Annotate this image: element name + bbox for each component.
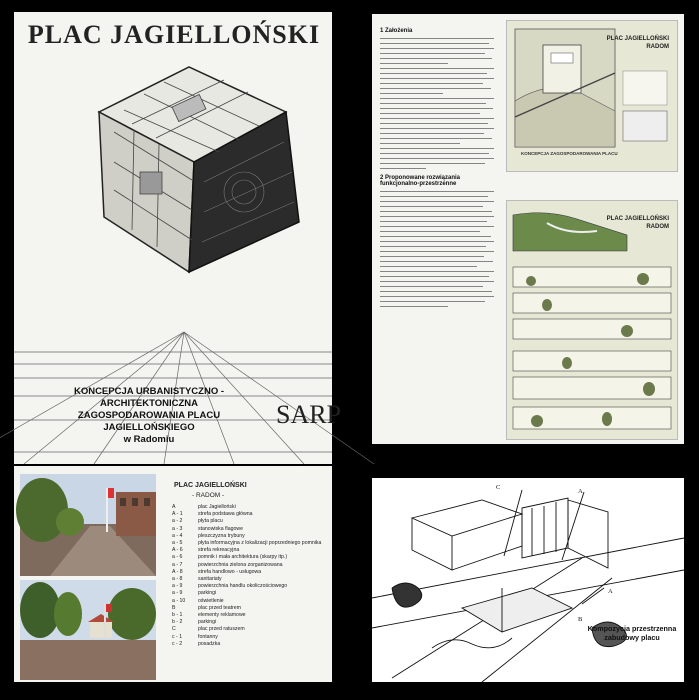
- sections-board: [506, 200, 678, 440]
- sketch-label: A: [608, 588, 613, 595]
- legend-item: [172, 590, 332, 597]
- legend-item: [172, 641, 332, 648]
- board-title: [607, 35, 669, 51]
- legend-item: [172, 619, 332, 626]
- legend-code: a - 8: [172, 576, 183, 583]
- legend-item: [172, 554, 332, 561]
- poster-subtitle-line: KONCEPCJA URBANISTYCZNO - ARCHITEKTONICZNA: [73, 386, 225, 409]
- legend-label: oświetlenie: [198, 597, 224, 604]
- description-panel: [372, 14, 684, 444]
- legend-label: plac przed teatrem: [198, 604, 241, 611]
- street-photo: [20, 474, 156, 576]
- legend-label: płyta informacyjna z lokalizacji poprzedniego pomnika: [198, 540, 322, 547]
- paragraph-lines: [380, 191, 494, 307]
- legend-code: C: [172, 626, 176, 633]
- legend-code: a - 7: [172, 561, 183, 568]
- sketch-label: B: [578, 616, 583, 623]
- legend-code: B: [172, 604, 176, 611]
- legend-item: [172, 605, 332, 612]
- sketch-caption-line: zabudowy placu: [604, 633, 660, 642]
- legend-panel: [14, 466, 332, 682]
- legend-label: posadzka: [198, 640, 221, 647]
- sketch-caption-line: Kompozycja przestrzenna: [587, 624, 677, 633]
- section-heading: 2 Proponowane rozwiązania funkcjonalno-przestrzenne: [380, 174, 461, 187]
- legend-item: [172, 598, 332, 605]
- legend-code: a - 2: [172, 518, 183, 525]
- legend-label: fontanny: [198, 633, 218, 640]
- legend-item: [172, 526, 332, 533]
- legend-item: [172, 576, 332, 583]
- board-title-line: PLAC JAGIELLOŃSKI: [606, 216, 669, 222]
- legend-item: [172, 612, 332, 619]
- legend-item: [172, 540, 332, 547]
- legend-code: A - 8: [172, 568, 183, 575]
- legend-label: powierzchnia zielona zorganizowana: [198, 561, 283, 568]
- legend-item: [172, 504, 332, 511]
- legend-code: b - 2: [172, 619, 183, 626]
- legend-label: pleszczyzna trybuny: [198, 532, 245, 539]
- legend-label: parkingi: [198, 619, 217, 626]
- legend-item: [172, 518, 332, 525]
- legend-label: strefa podstawa główna: [198, 511, 253, 518]
- legend-code: A: [172, 504, 176, 510]
- legend-item: [172, 511, 332, 518]
- legend-item: [172, 533, 332, 540]
- legend-code: a - 9: [172, 583, 183, 590]
- square-photo: [20, 580, 156, 680]
- legend-label: powierzchnia handlu okoliczościowego: [198, 583, 288, 590]
- legend-code: a - 6: [172, 554, 183, 561]
- legend-list: [172, 504, 332, 648]
- legend-item: [172, 569, 332, 576]
- legend-item: [172, 562, 332, 569]
- poster-subtitle: [34, 386, 264, 446]
- legend-code: b - 1: [172, 612, 183, 619]
- sarp-logo: SARP: [276, 400, 342, 429]
- description-text: [380, 26, 494, 313]
- sketch-label: C: [496, 484, 501, 491]
- board-title-line: RADOM: [646, 224, 669, 230]
- board-title: [607, 215, 669, 231]
- legend-label: pomnik i mała architektura (skarpy itp.): [198, 554, 288, 561]
- legend-code: c - 1: [172, 633, 183, 640]
- sketch-caption: [584, 624, 680, 642]
- legend-code: A - 1: [172, 511, 183, 518]
- legend-item: [172, 547, 332, 554]
- section-heading: 1 Założenia: [380, 28, 413, 34]
- paragraph-lines: [380, 38, 494, 169]
- legend-label: stanowiska flagowe: [198, 525, 243, 532]
- poster-panel: [14, 12, 342, 464]
- legend-label: plac Jagielloński: [198, 504, 236, 510]
- legend-label: strefa handlowo - usługowa: [198, 568, 262, 575]
- poster-subtitle-line: ZAGOSPODAROWANIA PLACU JAGIELLOŃSKIEGO: [77, 410, 221, 433]
- legend-subtitle: - RADOM -: [192, 492, 225, 499]
- legend-label: parkingi: [198, 590, 217, 597]
- legend-code: a - 3: [172, 525, 183, 532]
- legend-label: plac przed ratuszem: [198, 626, 245, 633]
- legend-item: [172, 583, 332, 590]
- legend-title: PLAC JAGIELLOŃSKI: [174, 482, 247, 489]
- legend-code: A - 6: [172, 547, 183, 554]
- perspective-sketch: [372, 478, 684, 682]
- legend-code: a - 10: [172, 597, 186, 604]
- poster-title: PLAC JAGIELLOŃSKI: [27, 20, 321, 49]
- sections-drawing: [507, 201, 677, 439]
- legend-code: c - 2: [172, 640, 183, 647]
- legend-item: [172, 626, 332, 633]
- site-plan-board: [506, 20, 678, 172]
- sketch-label: A: [578, 488, 583, 495]
- legend-code: a - 5: [172, 540, 183, 547]
- board-caption: KONCEPCJA ZAGOSPODAROWANIA PLACU: [521, 151, 618, 156]
- board-title-line: RADOM: [646, 44, 669, 50]
- legend-label: elementy reklamowe: [198, 612, 246, 619]
- legend-code: a - 9: [172, 590, 183, 597]
- legend-label: strefa rekreacyjna: [198, 547, 240, 554]
- board-title-line: PLAC JAGIELLOŃSKI: [606, 36, 669, 42]
- poster-subtitle-line: w Radomiu: [123, 434, 175, 445]
- sketch-panel: [372, 478, 684, 682]
- legend-label: sanitariaty: [198, 576, 222, 583]
- legend-item: [172, 634, 332, 641]
- legend-code: a - 4: [172, 532, 183, 539]
- legend-label: płyta placu: [198, 518, 223, 525]
